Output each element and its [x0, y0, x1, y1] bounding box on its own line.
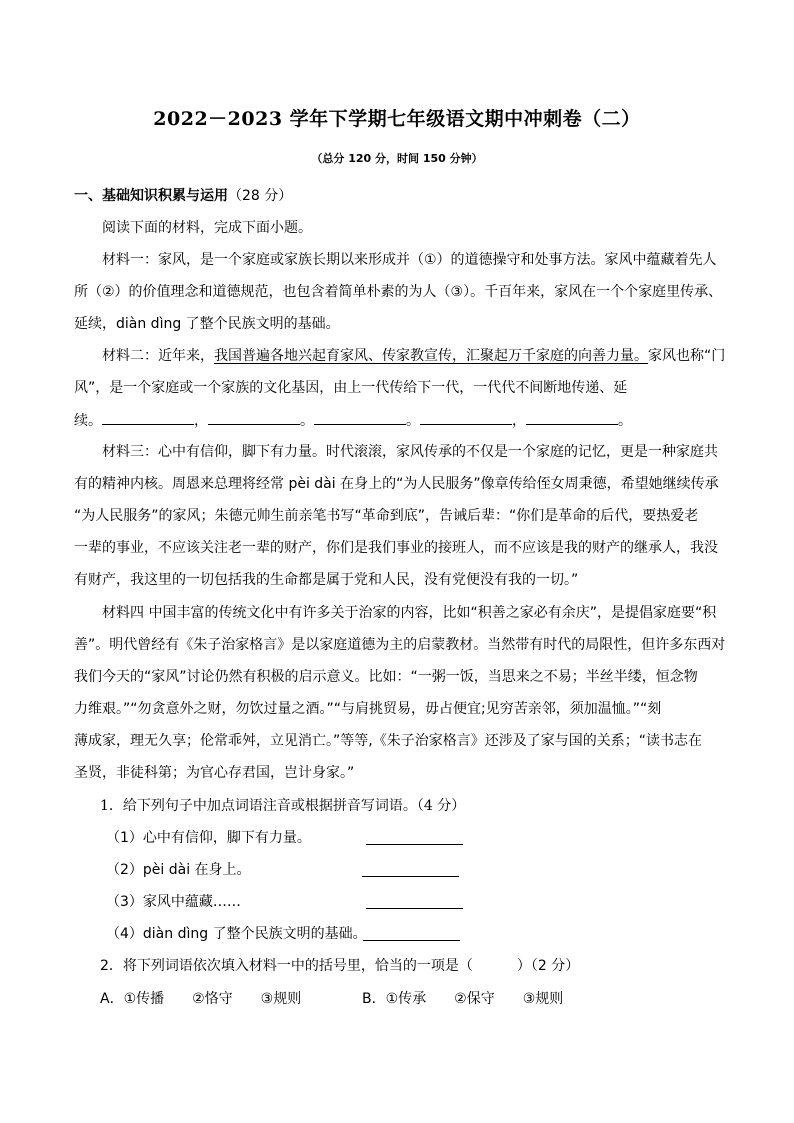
- question-2-stem-text: 2．将下列词语依次填入材料一中的括号里，恰当的一项是（: [100, 958, 473, 974]
- answer-blank-5[interactable]: [526, 410, 618, 425]
- question-1-item-2: （2）pèi dài 在身上。: [106, 862, 251, 878]
- material-2-suffix: 家风也称“门: [648, 348, 726, 364]
- material-3-line-2: 有的精神内核。周恩来总理将经常 pèi dài 在身上的“为人民服务”像章传给侄女周秉德，希望她继续传承: [74, 476, 719, 492]
- question-1-item-1: （1）心中有信仰，脚下有力量。: [106, 830, 311, 846]
- material-2-line-3: [74, 410, 632, 431]
- underlined-sentence: 我国普遍各地兴起育家风、传家教宣传，汇聚起万千家庭的向善力量。: [214, 348, 648, 364]
- q1-answer-blank-4[interactable]: [363, 926, 460, 941]
- material-2-continuation: 续。: [74, 413, 102, 429]
- section-label: 一、基础知识积累与运用: [74, 188, 228, 204]
- question-1-stem: 1．给下列句子中加点词语注音或根据拼音写词语。（4 分）: [100, 798, 466, 814]
- answer-blank-3[interactable]: [314, 410, 406, 425]
- blank-separator-1: ，: [194, 413, 208, 429]
- material-3-line-1: 材料三：心中有信仰，脚下有力量。时代滚滚，家风传承的不仅是一个家庭的记忆，更是一种家庭共: [102, 444, 718, 460]
- material-4-line-1: 材料四 中国丰富的传统文化中有许多关于治家的内容，比如“积善之家必有余庆”，是提倡家庭要“积: [102, 605, 717, 621]
- material-2-line-1: [102, 346, 725, 366]
- blank-separator-2: 。: [300, 413, 314, 429]
- blank-separator-4: ，: [512, 413, 526, 429]
- section-score: （28 分）: [228, 188, 293, 204]
- material-3-line-3: “为人民服务”的家风；朱德元帅生前亲笔书写“革命到底”，告诫后辈：“你们是革命的后代，要热爱老: [74, 508, 699, 524]
- material-2-prefix: 材料二：近年来，: [102, 348, 214, 364]
- q1-answer-blank-2[interactable]: [362, 862, 459, 877]
- material-1-line-1: 材料一：家风，是一个家庭或家族长期以来形成并（①）的道德操守和处事方法。家风中蕴藏着先人: [102, 252, 717, 268]
- question-2-option-b[interactable]: B．①传承 ②保守 ③规则: [362, 991, 564, 1007]
- page-title: 2022－2023 学年下学期七年级语文期中冲刺卷（二）: [153, 108, 641, 130]
- answer-blank-4[interactable]: [420, 410, 512, 425]
- q1-answer-blank-1[interactable]: [366, 830, 463, 845]
- blank-separator-5: 。: [618, 413, 632, 429]
- answer-blank-1[interactable]: [102, 410, 194, 425]
- section-heading: [74, 185, 292, 205]
- material-4-line-3: 我们今天的“家风”讨论仍然有积极的启示意义。比如：“一粥一饭，当思来之不易；半丝半缕，恒念物: [74, 669, 698, 685]
- material-1-line-3: 延续，diàn dìng 了整个民族文明的基础。: [74, 316, 340, 332]
- material-3-line-4: 一辈的事业，不应该关注老一辈的财产，你们是我们事业的接班人，而不应该是我的财产的继承人，我没: [74, 540, 718, 556]
- question-1-item-3: （3）家风中蕴藏……: [106, 894, 241, 910]
- blank-separator-3: 。: [406, 413, 420, 429]
- material-4-line-2: 善”。明代曾经有《朱子治家格言》是以家庭道德为主的启蒙教材。当然带有时代的局限性，但许多东西对: [74, 637, 726, 653]
- question-2-stem: [100, 956, 579, 976]
- question-2-score: ）（2 分）: [516, 958, 580, 974]
- material-4-line-4: 力维艰。”“勿贪意外之财，勿饮过量之酒。”“与肩挑贸易，毋占便宜;见穷苦亲邻，须加温恤。”“刻: [74, 701, 662, 717]
- question-1-item-4: （4）diàn dìng 了整个民族文明的基础。: [106, 926, 367, 942]
- instruction-text: 阅读下面的材料，完成下面小题。: [102, 220, 312, 236]
- material-2-line-2: 风”，是一个家庭或一个家族的文化基因，由上一代传给下一代，一代代不间断地传递、延: [74, 380, 628, 396]
- material-1-line-2: 所（②）的价值理念和道德规范，也包含着简单朴素的为人（③）。千百年来，家风在一个个家庭里传承、: [74, 284, 723, 300]
- answer-blank-2[interactable]: [208, 410, 300, 425]
- material-3-line-5: 有财产，我这里的一切包括我的生命都是属于党和人民，没有党便没有我的一切。”: [74, 572, 579, 588]
- q1-answer-blank-3[interactable]: [366, 894, 463, 909]
- page-subtitle: （总分 120 分，时间 150 分钟）: [311, 152, 483, 165]
- material-4-line-6: 圣贤，非徒科第；为官心存君国，岂计身家。”: [74, 765, 355, 781]
- question-2-option-a[interactable]: A．①传播 ②恪守 ③规则: [100, 991, 302, 1007]
- material-4-line-5: 薄成家，理无久享；伦常乖舛，立见消亡。”等等,《朱子治家格言》还涉及了家与国的关系；“读书志在: [74, 733, 702, 749]
